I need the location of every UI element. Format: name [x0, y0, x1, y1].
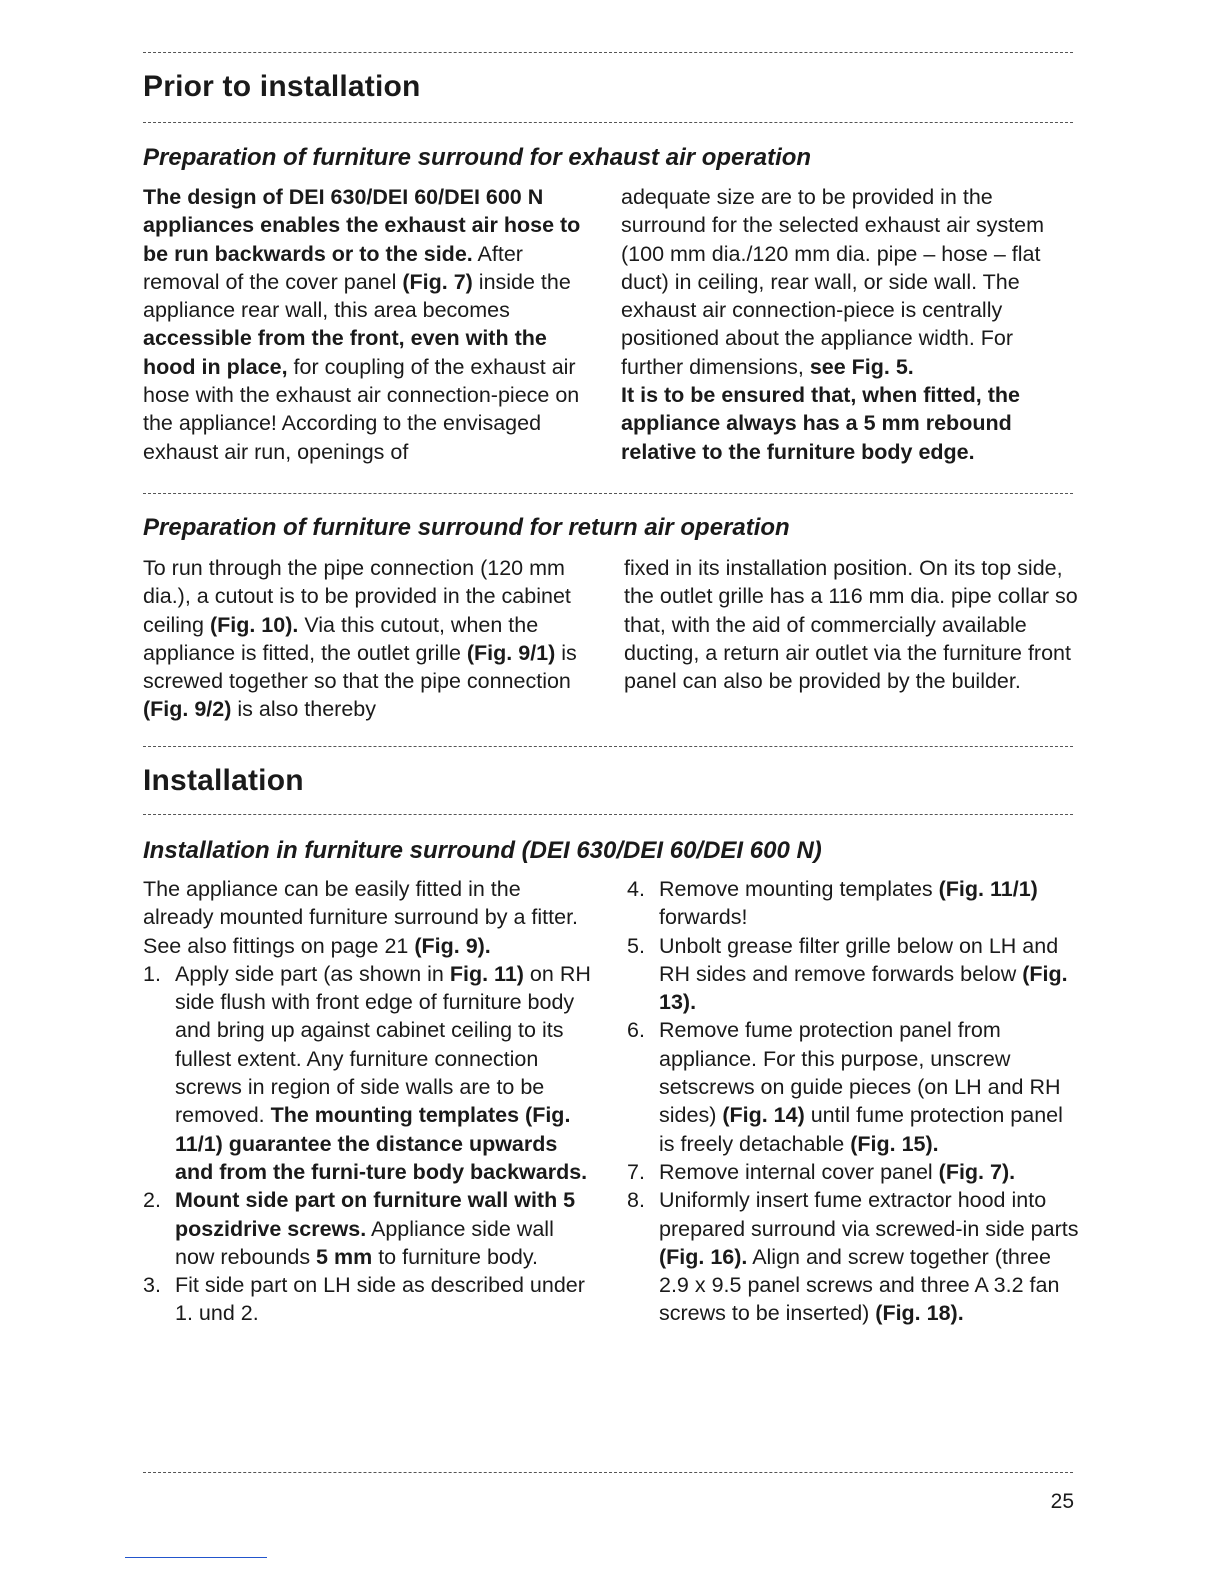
- section-rule: [143, 493, 1073, 494]
- section-title-installation: Installation: [143, 764, 304, 797]
- list-item: 1. Apply side part (as shown in Fig. 11) on RH side flush with front edge of furniture body and bring up against cabinet ceiling to its fullest extent. Any furniture connection screws in region of side walls are to be removed. The mounting templates (Fig. 11/1) guarantee the distance upwards and from the furni-ture body backwards.: [143, 961, 591, 1184]
- page-number: 25: [1050, 1490, 1074, 1513]
- section-rule: [143, 814, 1073, 815]
- paragraph: The appliance can be easily fitted in the already mounted furniture surround by a fitter. See also fittings on page 21 (Fig. 9).: [143, 877, 579, 958]
- list-item: 6. Remove fume protection panel from appliance. For this purpose, unscrew setscrews on guide pieces (on LH and RH sides) (Fig. 14) until fume protection panel is freely detachable (Fig. 15).: [627, 1018, 1063, 1156]
- paragraph: The design of DEI 630/DEI 60/DEI 600 N appliances enables the exhaust air hose to be run backwards or to the side. After removal of the cover panel (Fig. 7) inside the appliance rear wall, this area becomes accessible from the front, even with the hood in place, for coupling of the exhaust air hose with the exhaust air connection-piece on the appliance! According to the envisaged exhaust air run, openings of: [143, 185, 581, 464]
- exhaust-col-left: [143, 183, 593, 466]
- paragraph: adequate size are to be provided in the surround for the selected exhaust air system (100 mm dia./120 mm dia. pipe – hose – flat duct) in ceiling, rear wall, or side wall. The exhaust air connection-piece is centrally positioned about the appliance width. For further dimensions, see Fig. 5.: [621, 185, 1045, 379]
- list-item: 7. Remove internal cover panel (Fig. 7).: [627, 1159, 1016, 1184]
- footer-link-line: [125, 1557, 267, 1558]
- section-title-prior: Prior to installation: [143, 70, 421, 103]
- footer-rule: [143, 1472, 1073, 1473]
- return-col-left: [143, 554, 595, 724]
- paragraph: fixed in its installation position. On its top side, the outlet grille has a 116 mm dia. pipe collar so that, with the aid of commercially available ducting, a return air outlet via the furniture front panel can also be provided by the builder.: [624, 556, 1078, 694]
- paragraph-bold: It is to be ensured that, when fitted, the appliance always has a 5 mm rebound relative to the furniture body edge.: [621, 383, 1020, 464]
- steps-list-right: [627, 875, 1079, 1328]
- subsection-title-return: Preparation of furniture surround for return air operation: [143, 514, 790, 541]
- list-item: 4. Remove mounting templates (Fig. 11/1) forwards!: [627, 877, 1038, 930]
- install-col-right: [627, 875, 1079, 1328]
- steps-list-left: [143, 960, 595, 1328]
- top-rule: [143, 52, 1073, 53]
- list-item: 8. Uniformly insert fume extractor hood into prepared surround via screwed-in side parts (Fig. 16). Align and screw together (three 2.9 x 9.5 panel screws and three A 3.2 fan screws to be inserted) (Fig. 18).: [627, 1188, 1079, 1326]
- install-col-left: [143, 875, 595, 1328]
- exhaust-col-right: [621, 183, 1077, 466]
- list-item: 3. Fit side part on LH side as described under 1. und 2.: [143, 1273, 585, 1326]
- section-rule: [143, 746, 1073, 747]
- subsection-title-installation: Installation in furniture surround (DEI 630/DEI 60/DEI 600 N): [143, 837, 822, 864]
- section-rule: [143, 122, 1073, 123]
- paragraph: To run through the pipe connection (120 mm dia.), a cutout is to be provided in the cabinet ceiling (Fig. 10). Via this cutout, when the appliance is fitted, the outlet grille (Fig. 9/1) is screwed together so that the pipe connection (Fig. 9/2) is also thereby: [143, 556, 577, 722]
- subsection-title-exhaust: Preparation of furniture surround for exhaust air operation: [143, 144, 812, 171]
- return-col-right: [624, 554, 1079, 695]
- list-item: 2. Mount side part on furniture wall with 5 poszidrive screws. Appliance side wall now rebounds 5 mm to furniture body.: [143, 1188, 576, 1269]
- list-item: 5. Unbolt grease filter grille below on LH and RH sides and remove forwards below (Fig. 13).: [627, 933, 1068, 1015]
